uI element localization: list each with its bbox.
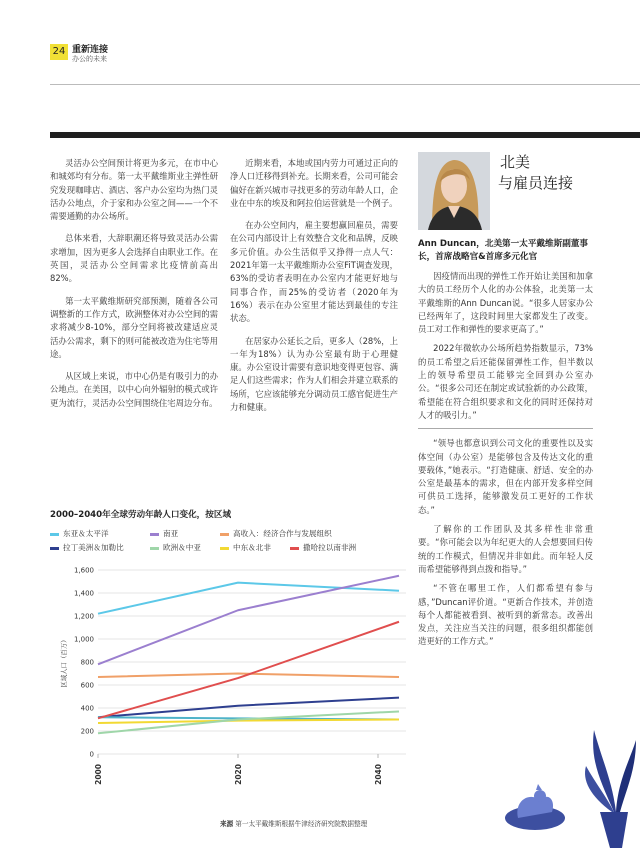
sidebar-title-line2: 与雇员连接 bbox=[498, 174, 574, 192]
legend-swatch bbox=[220, 533, 229, 536]
section-title: 重新连接 bbox=[72, 45, 109, 55]
legend-item bbox=[220, 528, 332, 539]
legend-item bbox=[150, 528, 178, 539]
legend-label: 拉丁美洲＆加勒比 bbox=[63, 543, 124, 552]
x-tick-label: 2000 bbox=[94, 764, 103, 785]
y-tick-label: 1,600 bbox=[73, 566, 94, 575]
paragraph: 近期来看，本地或国内劳力可通过正向的净人口迁移得到补充。长期来看，公司可能会偏好在新兴城市寻找更多的劳动年龄人口，企业在中东的埃及和阿拉伯运营就是一个例子。 bbox=[230, 158, 398, 208]
legend-item bbox=[150, 542, 201, 553]
y-tick-label: 1,400 bbox=[73, 589, 94, 598]
legend-swatch bbox=[150, 533, 159, 536]
section-divider bbox=[50, 132, 640, 138]
sidebar-paragraph: 因疫情而出现的弹性工作开始让美国和加拿大的员工经历个人化的办公体验，北美第一太平戴维斯的Ann Duncan说。“很多人居家办公已经两年了，这段时间里大家都发生了改变。员工对工作和弹性的要求更高了。” bbox=[418, 271, 593, 335]
legend-swatch bbox=[150, 547, 159, 550]
paragraph: 总体来看，大辞职潮还将导致灵活办公需求增加，因为更多人会选择自由职业工作。在英国，灵活办公空间需求比疫情前高出82%。 bbox=[50, 233, 218, 284]
y-tick-label: 200 bbox=[80, 727, 94, 736]
legend-swatch bbox=[50, 547, 59, 550]
sidebar-title-line1: 北美 bbox=[500, 153, 531, 171]
paragraph: 在办公空间内，雇主要想赢回雇员，需要在公司内部设计上有效整合文化和品牌，反映多元价值。办公生活似乎又挣得一点人气：2021年第一太平戴维斯办公室FiT调查发现，63%的受访者表明在办公室内才能更好地与同事合作，而25%的受访者（2020年为16%）表示在办公室里才能达到最佳的专注状态。 bbox=[230, 220, 398, 324]
source-label: 来源 bbox=[220, 820, 234, 828]
y-tick-label: 600 bbox=[80, 681, 94, 690]
legend-item bbox=[290, 542, 356, 553]
legend-swatch bbox=[50, 533, 59, 536]
source-text: 第一太平戴维斯根据牛津经济研究院数据整理 bbox=[235, 820, 368, 828]
decorative-plant-illustration bbox=[490, 700, 640, 848]
legend-swatch bbox=[220, 547, 229, 550]
legend-label: 南亚 bbox=[163, 529, 179, 538]
article-column-1 bbox=[50, 157, 218, 419]
series-line bbox=[98, 622, 399, 719]
legend-label: 东亚＆太平洋 bbox=[63, 529, 109, 538]
y-tick-label: 400 bbox=[80, 704, 94, 713]
chart-title: 2000–2040年全球劳动年龄人口变化，按区域 bbox=[50, 510, 232, 520]
population-chart bbox=[50, 508, 410, 838]
y-tick-label: 1,200 bbox=[73, 612, 94, 621]
sidebar-paragraph: 了解你的工作团队及其多样性非常重要。“你可能会以为年纪更大的人会想要回归传统的工作模式，但情况并非如此。而年轻人反而希望能够得到点拨和指导。” bbox=[418, 524, 593, 574]
sidebar-paragraph: “不管在哪里工作，人们都希望有参与感，”Duncan评价道。“更新合作技术，并创造每个人都能被看到、被听到的新常态。改善出发点，关注应当关注的问题，很多组织都能创造更好的工作方式。” bbox=[418, 583, 593, 647]
y-tick-label: 1,000 bbox=[73, 635, 94, 644]
legend-label: 欧洲＆中亚 bbox=[163, 543, 201, 552]
chart-source bbox=[220, 818, 367, 828]
legend-item bbox=[50, 528, 109, 539]
sidebar-column bbox=[418, 238, 593, 655]
series-line bbox=[98, 583, 399, 614]
sidebar-paragraph: 2022年微软办公场所趋势指数显示，73%的员工希望之后还能保留弹性工作，但半数以上的领导希望员工能够完全回到办公室办公。“很多公司还在制定或试验新的办公政策，希望能在符合组织要求和文化的同时还保持对人才的吸引力。” bbox=[418, 343, 593, 420]
portrait-illustration bbox=[418, 152, 490, 230]
section-subtitle: 办公的未来 bbox=[72, 55, 107, 63]
x-tick-label: 2020 bbox=[234, 764, 243, 785]
paragraph: 在居家办公延长之后，更多人（28%，上一年为18%）认为办公室最有助于心理健康。办公室设计需要有意识地变得更包容、满足人们这些需求；作为人们相会并建立联系的场所，它应该能够充分调动员工感官促进生产力和健康。 bbox=[230, 335, 398, 413]
paragraph: 第一太平戴维斯研究部预测，随着各公司调整新的工作方式，欧洲整体对办公空间的需求将减少8-10%，部分空间将被改建适应灵活办公需求，剩下的则可能被改造为住宅等用途。 bbox=[50, 295, 218, 359]
chart-plot bbox=[50, 560, 410, 810]
paragraph: 灵活办公空间预计将更为多元，在市中心和城郊均有分布。第一太平戴维斯业主弹性研究发现咖啡店、酒店、客户办公室均为热门灵活办公地点，介于家和办公室之间——一个不需要通勤的办公场所。 bbox=[50, 158, 218, 222]
legend-label: 中东＆北非 bbox=[233, 543, 271, 552]
y-axis-label: 区域人口（百万） bbox=[60, 636, 68, 688]
page-header bbox=[0, 0, 640, 80]
page-number: 24 bbox=[50, 44, 68, 60]
y-tick-label: 800 bbox=[80, 658, 94, 667]
y-tick-label: 0 bbox=[89, 750, 94, 759]
legend-item bbox=[220, 542, 271, 553]
portrait-photo bbox=[418, 152, 490, 230]
paragraph: 从区域上来说，市中心仍是有吸引力的办公地点。在美国，以中心向外辐射的模式或许更为流行，灵活办公空间围绕住宅周边分布。 bbox=[50, 371, 218, 408]
article-column-2 bbox=[230, 157, 398, 423]
series-line bbox=[98, 720, 399, 723]
x-tick-label: 2040 bbox=[374, 764, 383, 785]
person-heading: Ann Duncan，北美第一太平戴维斯副董事长，首席战略官&首席多元化官 bbox=[418, 239, 588, 262]
legend-item bbox=[50, 542, 124, 553]
sidebar-divider bbox=[418, 428, 593, 429]
legend-label: 高收入：经济合作与发展组织 bbox=[233, 529, 332, 538]
legend-label: 撒哈拉以南非洲 bbox=[303, 543, 357, 552]
sidebar-title bbox=[498, 152, 573, 194]
sidebar-paragraph: “领导也都意识到公司文化的重要性以及实体空间（办公室）是能够包含及传达文化的重要载体，”她表示。“打造健康、舒适、安全的办公室是最基本的需求，但在内部开发多样空间可供员工选择，能够激发员工更好的工作状态。” bbox=[418, 438, 593, 515]
legend-swatch bbox=[290, 547, 299, 550]
header-divider bbox=[50, 84, 640, 85]
